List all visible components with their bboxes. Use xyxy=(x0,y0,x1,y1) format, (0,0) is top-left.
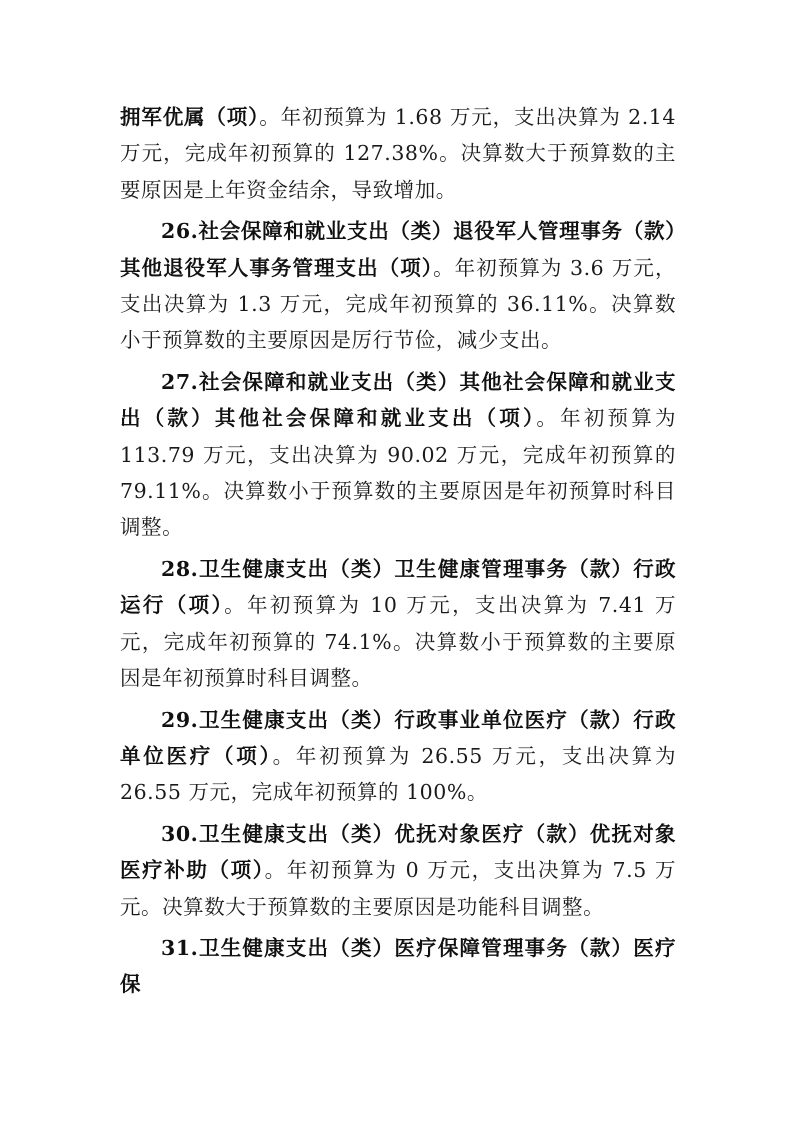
paragraph-heading: 27.社会保障和就业支出（类）其他社会保障和就业支出（款）其他社会保障和就业支出（项） xyxy=(120,369,676,431)
paragraph-text: 。年初预算为 1.68 万元，支出决算为 2.14 万元，完成年初预算的 127.38%。决算数大于预算数的主要原因是上年资金结余，导致增加。 xyxy=(120,105,676,202)
paragraph-heading: 31.卫生健康支出（类）医疗保障管理事务（款）医疗保 xyxy=(120,935,676,997)
paragraph-29 xyxy=(120,702,676,811)
paragraph-31 xyxy=(120,930,676,1003)
document-body xyxy=(120,99,676,1003)
paragraph-heading: 拥军优属（项） xyxy=(120,105,260,129)
paragraph-text: 。年初预算为 0 万元，支出决算为 7.5 万元。决算数大于预算数的主要原因是功能科目调整。 xyxy=(120,858,676,919)
paragraph-heading: 29.卫生健康支出（类）行政事业单位医疗（款）行政单位医疗（项） xyxy=(120,707,676,768)
paragraph-text: 。年初预算为 26.55 万元，支出决算为 26.55 万元，完成年初预算的 100%。 xyxy=(120,743,676,805)
paragraph-heading: 30.卫生健康支出（类）优抚对象医疗（款）优抚对象医疗补助（项） xyxy=(120,821,676,883)
paragraph-text: 。年初预算为 10 万元，支出决算为 7.41 万元，完成年初预算的 74.1%。决算数小于预算数的主要原因是年初预算时科目调整。 xyxy=(120,593,677,691)
paragraph-text: 。年初预算为 3.6 万元，支出决算为 1.3 万元，完成年初预算的 36.11%。决算数小于预算数的主要原因是厉行节俭，减少支出。 xyxy=(120,255,676,353)
paragraph-25-continuation xyxy=(120,99,676,208)
paragraph-text: 。年初预算为 113.79 万元，支出决算为 90.02 万元，完成年初预算的 79.11%。决算数小于预算数的主要原因是年初预算时科目调整。 xyxy=(120,406,676,540)
paragraph-heading: 28.卫生健康支出（类）卫生健康管理事务（款）行政运行（项） xyxy=(120,556,676,618)
paragraph-heading: 26.社会保障和就业支出（类）退役军人管理事务（款）其他退役军人事务管理支出（项） xyxy=(120,219,676,280)
paragraph-28 xyxy=(120,551,676,697)
paragraph-26 xyxy=(120,213,676,359)
paragraph-30 xyxy=(120,816,676,925)
paragraph-27 xyxy=(120,364,676,546)
